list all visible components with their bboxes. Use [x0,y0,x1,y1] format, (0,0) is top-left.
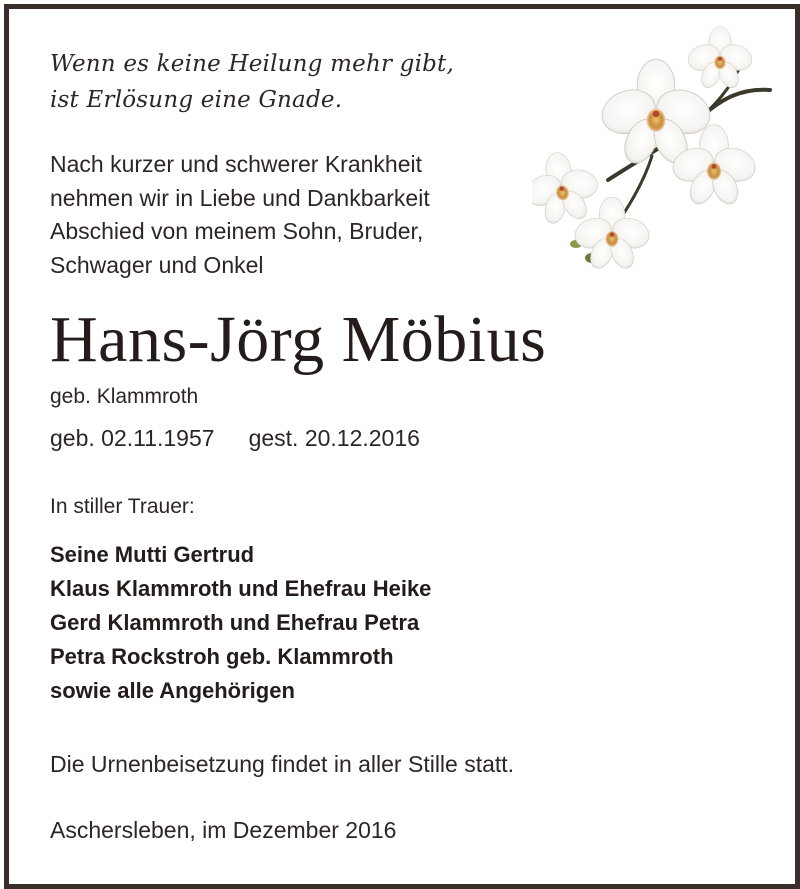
mourning-label: In stiller Trauer: [50,495,195,518]
intro-line: Abschied von meinem Sohn, Bruder, [50,218,424,244]
intro-text [50,148,430,282]
orchid-icon [532,18,772,286]
mourner: Klaus Klammroth und Ehefrau Heike [50,576,432,601]
mourner: Seine Mutti Gertrud [50,542,255,567]
birth-name: geb. Klammroth [50,385,199,408]
birth-date: geb. 02.11.1957 [50,425,215,451]
death-date: gest. 20.12.2016 [248,425,420,451]
mourner: Petra Rockstroh geb. Klammroth [50,644,394,669]
mourner: Gerd Klammroth und Ehefrau Petra [50,610,420,635]
burial-note: Die Urnenbeisetzung findet in aller Stille statt. [50,751,515,777]
intro-line: nehmen wir in Liebe und Dankbarkeit [50,184,430,211]
place-date: Aschersleben, im Dezember 2016 [50,817,397,843]
quote [50,46,454,118]
intro-line: Nach kurzer und schwerer Krankheit [50,151,422,177]
intro-line: Schwager und Onkel [50,251,264,278]
mourners-list [50,538,431,708]
mourner: sowie alle Angehörigen [50,678,295,703]
quote-line-2: ist Erlösung eine Gnade. [50,87,343,113]
deceased-name: Hans-Jörg Möbius [50,303,547,376]
life-dates [50,422,420,454]
quote-line-1: Wenn es keine Heilung mehr gibt, [50,51,455,77]
